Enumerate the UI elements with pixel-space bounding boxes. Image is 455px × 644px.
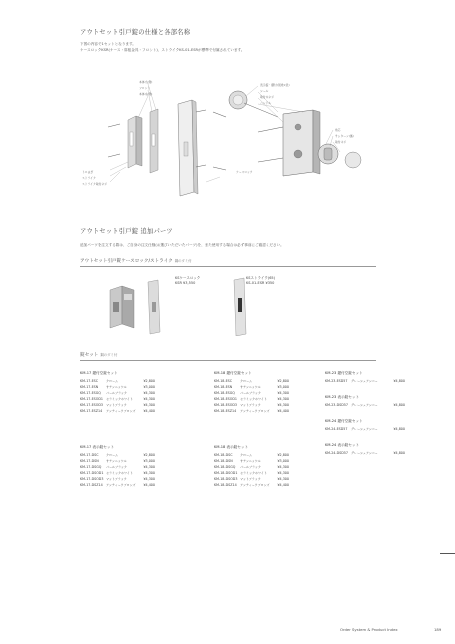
set-table [80, 371, 155, 415]
model-code: KM-18-DSZ14 [214, 483, 237, 488]
set-table [325, 419, 405, 432]
price: ¥4,800 [393, 379, 405, 383]
price: ¥2,800 [277, 379, 289, 383]
finish-name: クローム [240, 453, 253, 457]
price: ¥4,400 [143, 409, 155, 414]
finish-name: アンティークブロンズ [106, 483, 136, 488]
finish-name: グレーシュアンバー [351, 379, 378, 383]
product-case-lock-code: KSR ¥3,550 [175, 281, 196, 286]
finish-name: アンティークブロンズ [240, 409, 270, 414]
finish-name: クローム [106, 453, 119, 457]
product-case-lock-name: KSケースロック [175, 276, 201, 280]
model-code: KM-23-ESD57 [325, 379, 348, 383]
price: ¥4,400 [277, 483, 289, 488]
label-toro: トロはぎ [82, 170, 94, 174]
price: ¥2,800 [277, 453, 289, 457]
table-row [80, 482, 155, 488]
price: ¥4,800 [393, 451, 405, 455]
model-code: KM-18-ESN [214, 385, 233, 390]
page-number: 189 [434, 627, 442, 632]
model-code: KM-24-DSD57 [325, 451, 348, 455]
price: ¥4,300 [277, 465, 289, 470]
finish-name: グレーシュアンバー [351, 427, 378, 431]
label-body-left: 本体(左側) [139, 80, 153, 84]
price: ¥4,300 [277, 471, 289, 476]
strike-plate-illustration [128, 116, 142, 168]
set-table-title: KM-17 表示錠セット [80, 445, 115, 449]
finish-name: セラミックホワイト [240, 471, 267, 476]
label-strike-screw: ストライク取付ネジ [82, 182, 108, 186]
case-strike-note: 鋼のダミ付 [174, 259, 192, 263]
model-code: KM-18-DSOD1 [214, 471, 238, 476]
finish-name: パールブラック [240, 391, 261, 396]
table-row [325, 450, 405, 456]
set-table-title: KM-23 表示錠セット [325, 395, 360, 399]
price: ¥4,300 [277, 397, 289, 402]
label-front: フロント [139, 86, 151, 90]
edge-marker [440, 553, 455, 554]
label-body-right: 本体(右側) [139, 92, 153, 96]
model-code: KM-24-ESD57 [325, 427, 348, 431]
label-strike: ストライク [82, 176, 96, 180]
price: ¥4,300 [277, 403, 289, 408]
model-code: KM-17-ESOD3 [80, 403, 103, 408]
model-code: KM-18-ESOD1 [214, 397, 237, 402]
lock-set-heading [80, 352, 117, 358]
price: ¥4,300 [277, 391, 289, 396]
price: ¥2,800 [143, 453, 155, 457]
price: ¥4,800 [393, 403, 405, 407]
lock-set-note: 鋼のダミ付 [100, 353, 118, 357]
finish-name: アンティークブロンズ [106, 409, 136, 414]
model-code: KM-18-ESGQ [214, 391, 235, 396]
finish-name: サテンニッケル [240, 385, 261, 390]
case-lock-body-illustration [178, 100, 198, 196]
model-code: KM-17-DSN [80, 459, 99, 464]
case-lock-photo [104, 276, 180, 336]
model-code: KM-17-DSOD1 [80, 471, 104, 476]
table-row [325, 378, 405, 384]
finish-name: マットブラック [106, 477, 127, 482]
case-strike-heading [80, 258, 192, 264]
finish-name: セラミックホワイト [240, 397, 267, 402]
finish-name: マットブラック [240, 403, 261, 408]
divider [80, 266, 376, 267]
finish-name: サテンニッケル [240, 459, 261, 464]
section-title-additional-parts: アウトセット引戸錠 追加パーツ [80, 228, 173, 235]
label-wood-screw: 取付木ネジ [260, 95, 274, 99]
price: ¥4,300 [143, 391, 155, 396]
finish-name: サテンニッケル [106, 385, 127, 390]
spec-desc-line2: ケースロックKSR(ケース・扉板金具・フロント)、ストライクKS-01-ESRが標準で付属されています。 [80, 48, 245, 52]
set-table-title: KM-18 表示錠セット [214, 445, 249, 449]
model-code: KM-23-DSD57 [325, 403, 348, 407]
label-mount-screw: 取付ネジ [335, 140, 347, 144]
set-table-title: KM-23 鍵付空錠セット [325, 371, 363, 375]
model-code: KM-17-DSC [80, 453, 99, 457]
additional-parts-desc: 追加パーツを注文する際は、ご自身の注文仕様(お選びいただいたパーツ)を、また使用する場合は必ず事前にご確認ください。 [80, 243, 284, 247]
model-code: KM-18-DSOD3 [214, 477, 238, 482]
label-seal: シール [260, 89, 269, 93]
model-code: KM-18-ESOD3 [214, 403, 237, 408]
finish-name: セラミックホワイト [106, 397, 133, 402]
model-code: KM-17-ESZ14 [80, 409, 103, 414]
lock-set-title: 錠セット [80, 353, 99, 358]
price: ¥4,400 [143, 483, 155, 488]
label-spindle: 角芯 [335, 128, 341, 132]
model-code: KM-18-DSGQ [214, 465, 236, 470]
model-code: KM-18-DSN [214, 459, 233, 464]
set-table [214, 371, 289, 415]
finish-name: セラミックホワイト [106, 471, 133, 476]
label-handle: ハンドル [260, 101, 272, 105]
model-code: KM-17-ESGQ [80, 391, 101, 396]
model-code: KM-17-DSZ14 [80, 483, 103, 488]
finish-name: パールブラック [240, 465, 261, 470]
price: ¥4,400 [277, 409, 289, 414]
set-table [325, 395, 405, 408]
finish-name: グレーシュアンバー [351, 451, 378, 455]
product-strike-code: KS-01-ESR ¥350 [246, 281, 275, 286]
table-row [214, 408, 289, 414]
label-case-lock: ケースロック [236, 170, 253, 174]
price: ¥3,000 [143, 459, 155, 464]
set-table-title: KM-18 鍵付空錠セット [214, 371, 252, 375]
model-code: KM-18-DSC [214, 453, 233, 457]
footer-text: Order System & Product Index [340, 627, 398, 632]
model-code: KM-18-ESC [214, 379, 233, 383]
price: ¥4,300 [143, 477, 155, 482]
product-case-lock [175, 276, 200, 286]
product-strike-name: KSストライク(65) [246, 276, 276, 280]
finish-name: クローム [106, 379, 119, 383]
finish-name: サテンニッケル [106, 459, 127, 464]
lock-case-illustration [283, 110, 320, 176]
model-code: KM-17-DSOD3 [80, 477, 104, 482]
section-title-spec: アウトセット引戸錠の仕様と各部名称 [80, 29, 191, 36]
set-table [325, 371, 405, 384]
divider [80, 360, 376, 361]
front-plate-illustration [150, 109, 158, 173]
exploded-diagram [78, 72, 378, 202]
finish-name: クローム [240, 379, 253, 383]
model-code: KM-17-ESC [80, 379, 99, 383]
set-table [214, 445, 289, 489]
price: ¥4,300 [143, 403, 155, 408]
finish-name: グレーシュアンバー [351, 403, 378, 407]
model-code: KM-18-ESZ14 [214, 409, 237, 414]
spec-desc-line1: 下図の内容で1セットとなります。 [80, 42, 136, 46]
set-table-title: KM-24 鍵付空錠セット [325, 419, 363, 423]
set-table [325, 443, 405, 456]
price: ¥4,300 [143, 397, 155, 402]
set-table [80, 445, 155, 489]
price: ¥2,800 [143, 379, 155, 383]
model-code: KM-17-ESN [80, 385, 99, 390]
table-row [80, 408, 155, 414]
price: ¥4,300 [143, 471, 155, 476]
table-row [325, 402, 405, 408]
set-table-title: KM-17 鍵付空錠セット [80, 371, 118, 375]
price: ¥4,300 [143, 465, 155, 470]
finish-name: マットブラック [240, 477, 261, 482]
price: ¥3,000 [277, 459, 289, 464]
label-indicator-lock: 表示錠・鍵付(別途)(表) [260, 83, 290, 87]
label-thumb-turn: サムターン(裏) [335, 134, 354, 138]
thumb-turn-illustration [318, 144, 361, 168]
table-row [214, 482, 289, 488]
finish-name: マットブラック [106, 403, 127, 408]
model-code: KM-17-ESOD1 [80, 397, 103, 402]
table-row [325, 426, 405, 432]
case-strike-title: アウトセット引戸錠ケースロック/ストライク [80, 259, 173, 264]
price: ¥4,300 [277, 477, 289, 482]
finish-name: パールブラック [106, 465, 127, 470]
product-strike [246, 276, 275, 286]
price: ¥4,800 [393, 427, 405, 431]
price: ¥3,000 [143, 385, 155, 390]
finish-name: パールブラック [106, 391, 127, 396]
price: ¥3,000 [277, 385, 289, 390]
set-table-title: KM-24 表示錠セット [325, 443, 360, 447]
finish-name: アンティークブロンズ [240, 483, 270, 488]
model-code: KM-17-DSGQ [80, 465, 102, 470]
